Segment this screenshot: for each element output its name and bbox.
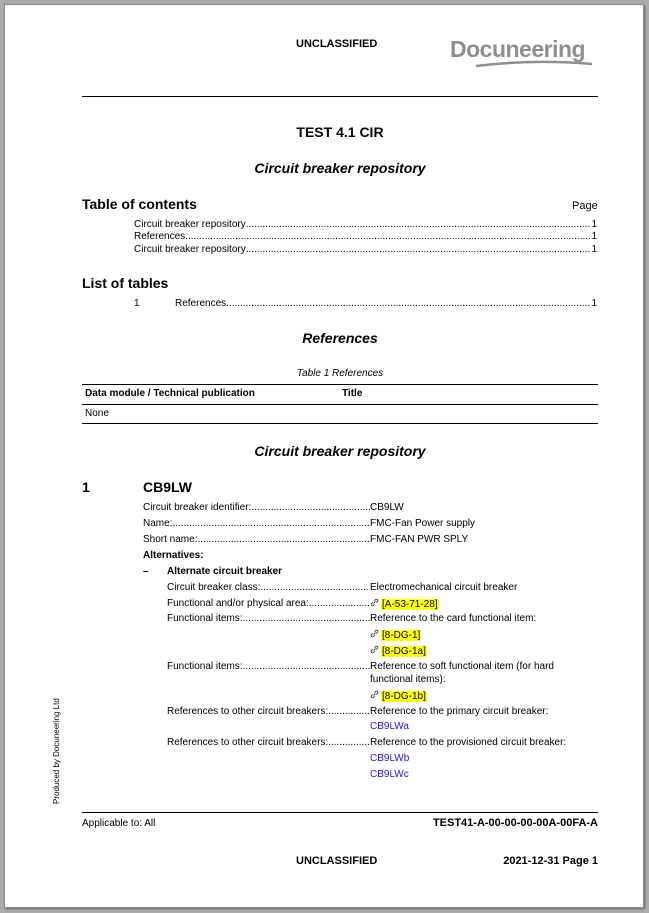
toc-item-label: Circuit breaker repository — [134, 219, 246, 230]
field-fi1-label: Functional items: ..... — [167, 613, 370, 624]
toc-heading: Table of contents — [82, 196, 197, 212]
ref1-link[interactable]: CB9LWa — [370, 721, 409, 732]
section-title: CB9LW — [143, 479, 192, 495]
section-number: 1 — [82, 479, 90, 495]
footer-classification: UNCLASSIFIED — [296, 855, 378, 867]
area-link[interactable] — [370, 598, 439, 610]
lot-item-label: References — [175, 298, 227, 309]
header-rule — [82, 96, 598, 97]
logo-swoosh-icon — [474, 60, 594, 68]
link-chain-icon — [370, 598, 379, 607]
field-class-value: Electromechanical circuit breaker — [370, 582, 518, 593]
toc-item-label: Circuit breaker repository — [134, 244, 246, 255]
alternate-dash: – — [143, 566, 149, 577]
toc-item-page: 1 — [591, 244, 597, 255]
fi2-link-1[interactable] — [370, 690, 427, 702]
ref2-link-1[interactable]: CB9LWb — [370, 753, 410, 764]
field-fi2-value-line1: Reference to soft functional item (for hard — [370, 661, 554, 672]
date-page: 2021-12-31 Page 1 — [503, 855, 598, 867]
toc-item-circuit-breaker-repository-2[interactable] — [134, 244, 597, 255]
ref2-link-2[interactable]: CB9LWc — [370, 769, 409, 780]
field-short-name-label: Short name: ..... — [143, 534, 370, 545]
produced-by-text: Produced by Docuneering Ltd — [52, 698, 61, 804]
field-ref2-label: References to other circuit breakers: ..... — [167, 737, 370, 748]
field-class-label: Circuit breaker class: ..... — [167, 582, 370, 593]
field-identifier-value: CB9LW — [370, 502, 404, 513]
list-of-tables-heading: List of tables — [82, 275, 169, 291]
link-chain-icon — [370, 629, 379, 638]
table-cell-none: None — [85, 408, 109, 419]
toc-item-page: 1 — [591, 231, 597, 242]
field-name-label: Name: ..... — [143, 518, 370, 529]
lot-item-page: 1 — [591, 298, 597, 309]
fi1-link-1-text[interactable]: [8-DG-1] — [382, 630, 421, 641]
field-fi2-label: Functional items: ..... — [167, 661, 370, 672]
field-identifier-label: Circuit breaker identifier: ..... — [143, 502, 370, 513]
field-fi2-value-line2: functional items): — [370, 674, 446, 685]
toc-item-label: References — [134, 231, 186, 242]
field-ref2-value: Reference to the provisioned circuit breaker: — [370, 737, 567, 748]
link-chain-icon — [370, 645, 379, 654]
document-subtitle: Circuit breaker repository — [254, 160, 426, 176]
lot-item-number: 1 — [134, 298, 140, 309]
fi2-link-1-text[interactable]: [8-DG-1b] — [382, 691, 426, 702]
field-name-value: FMC-Fan Power supply — [370, 518, 476, 529]
repository-heading: Circuit breaker repository — [254, 443, 426, 459]
alternatives-label: Alternatives: — [143, 550, 204, 561]
alternate-cb-label: Alternate circuit breaker — [167, 566, 283, 577]
field-area-label: Functional and/or physical area: ..... — [167, 598, 370, 609]
table-bottom-rule — [82, 423, 598, 424]
table-header-rule — [82, 404, 598, 405]
link-chain-icon — [370, 690, 379, 699]
table-top-rule — [82, 384, 598, 385]
field-fi1-value: Reference to the card functional item: — [370, 613, 537, 624]
table-header-title: Title — [342, 388, 363, 399]
field-short-name-value: FMC-FAN PWR SPLY — [370, 534, 469, 545]
field-ref1-label: References to other circuit breakers: ..... — [167, 706, 370, 717]
area-link-text[interactable]: [A-53-71-28] — [382, 599, 438, 610]
fi1-link-1[interactable] — [370, 629, 421, 641]
applicable-to: Applicable to: All — [82, 818, 156, 829]
data-module-code: TEST41-A-00-00-00-00A-00FA-A — [432, 817, 598, 829]
toc-item-page: 1 — [591, 219, 597, 230]
fi1-link-2-text[interactable]: [8-DG-1a] — [382, 646, 426, 657]
table-caption: Table 1 References — [296, 368, 384, 379]
footer-rule — [82, 812, 598, 813]
table-header-dm: Data module / Technical publication — [85, 388, 255, 399]
field-ref1-value: Reference to the primary circuit breaker: — [370, 706, 549, 717]
references-heading: References — [302, 330, 378, 346]
toc-item-circuit-breaker-repository[interactable] — [134, 219, 597, 230]
lot-item-references[interactable] — [175, 298, 597, 309]
docuneering-logo: Docuneering — [450, 36, 586, 62]
fi1-link-2[interactable] — [370, 645, 427, 657]
document-title: TEST 4.1 CIR — [296, 124, 384, 140]
toc-item-references[interactable] — [134, 231, 597, 242]
header-classification: UNCLASSIFIED — [296, 38, 378, 50]
toc-page-label: Page — [572, 200, 598, 212]
